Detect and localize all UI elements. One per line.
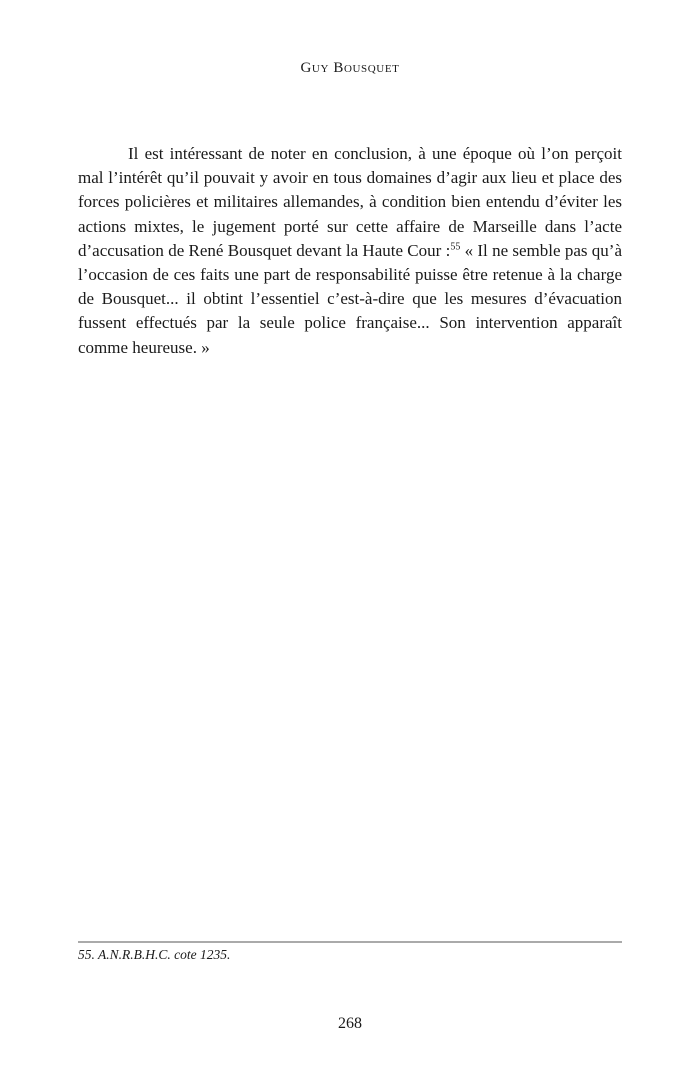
page-number: 268 bbox=[338, 1015, 362, 1032]
footnote-text: 55. A.N.R.B.H.C. cote 1235. bbox=[78, 947, 231, 962]
paragraph-text-after-ref: « Il ne semble pas qu’à l’occasion de ces faits une part de responsabilité puisse être retenue à la charge de Bousquet... il obtint l’essentiel c’est-à-dire que les mesures d’évacuation fussent effectués par la seule police française... Son intervention apparaît comme heureuse. » bbox=[78, 240, 622, 357]
paragraph-text-before-ref: Il est intéressant de noter en conclusion, à une époque où l’on perçoit mal l’intérêt qu’il pouvait y avoir en tous domaines d’agir aux lieu et place des forces policières et militaires allemandes, à condition bien entendu d’éviter les actions mixtes, le jugement porté sur cette affaire de Marseille dans l’acte d’accusation de René Bousquet devant la Haute Cour : bbox=[78, 144, 622, 260]
running-head: Guy Bousquet bbox=[300, 60, 400, 76]
body-paragraph bbox=[78, 142, 622, 360]
footnote-divider bbox=[78, 941, 622, 943]
footnote-reference[interactable]: 55 bbox=[450, 241, 461, 253]
